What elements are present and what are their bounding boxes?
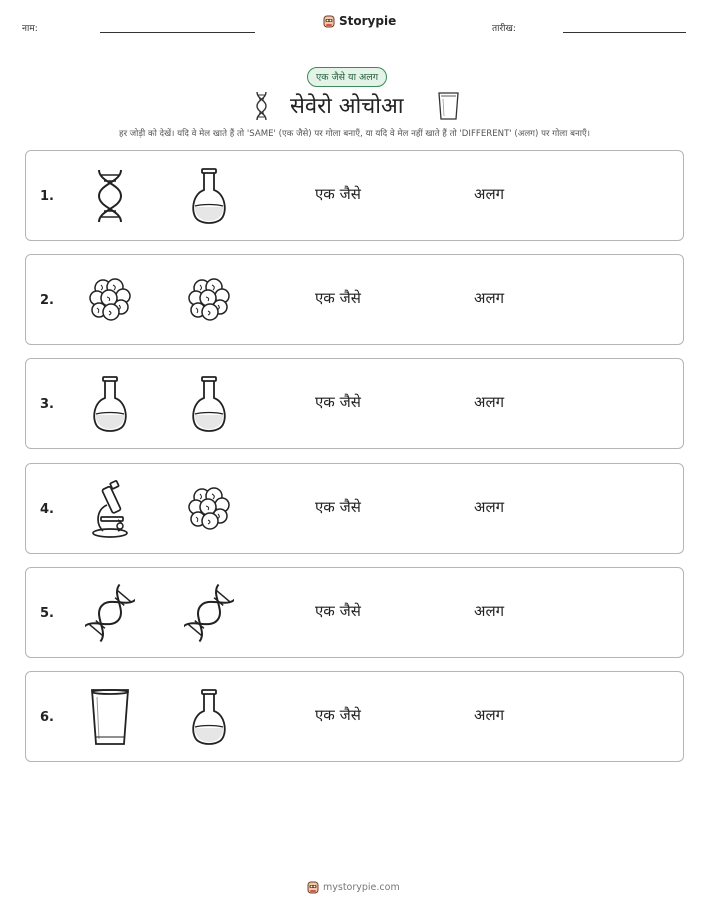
instructions: हर जोड़ी को देखें। यदि वे मेल खाते हैं तो 'SAME' (एक जैसे) पर गोला बनाएँ, या यदि वे मेल नहीं खाते हैं तो 'DIFFERENT' (अलग) पर गोला बनाएँ। (119, 129, 590, 139)
name-line[interactable] (100, 32, 255, 33)
different-option[interactable]: अलग (474, 393, 505, 411)
same-option[interactable]: एक जैसे (315, 706, 361, 724)
glass-icon (437, 91, 460, 121)
flask-icon (184, 374, 234, 434)
footer-url[interactable]: mystorypie.com (323, 882, 400, 893)
question-card (25, 463, 684, 554)
flask-icon (184, 687, 234, 747)
question-number: 4. (40, 502, 54, 517)
microscope-icon (85, 479, 135, 539)
brand-name: Storypie (339, 14, 397, 28)
question-number: 3. (40, 397, 54, 412)
same-option[interactable]: एक जैसे (315, 289, 361, 307)
flask-icon (184, 166, 234, 226)
same-option[interactable]: एक जैसे (315, 602, 361, 620)
question-card (25, 150, 684, 241)
different-option[interactable]: अलग (474, 498, 505, 516)
glass-icon (85, 687, 135, 747)
worksheet-type-badge: एक जैसे या अलग (307, 67, 387, 87)
dna-diagonal-icon (85, 583, 135, 643)
dna-icon (85, 166, 135, 226)
question-card (25, 254, 684, 345)
dna-icon (254, 91, 269, 121)
same-option[interactable]: एक जैसे (315, 498, 361, 516)
different-option[interactable]: अलग (474, 185, 505, 203)
same-option[interactable]: एक जैसे (315, 185, 361, 203)
mascot-icon (307, 881, 319, 894)
dna-diagonal-icon (184, 583, 234, 643)
date-line[interactable] (563, 32, 686, 33)
question-card (25, 671, 684, 762)
brain-icon (85, 270, 135, 330)
mascot-icon (323, 15, 335, 28)
date-label: तारीख: (492, 24, 516, 34)
question-number: 5. (40, 606, 54, 621)
question-number: 6. (40, 710, 54, 725)
brain-icon (184, 479, 234, 539)
name-label: नाम: (22, 24, 38, 34)
question-card (25, 358, 684, 449)
different-option[interactable]: अलग (474, 602, 505, 620)
footer (307, 881, 400, 894)
same-option[interactable]: एक जैसे (315, 393, 361, 411)
question-card (25, 567, 684, 658)
question-number: 1. (40, 189, 54, 204)
brand-logo (323, 14, 396, 28)
different-option[interactable]: अलग (474, 706, 505, 724)
page-title: सेवेरो ओचोआ (290, 94, 404, 119)
brain-icon (184, 270, 234, 330)
question-number: 2. (40, 293, 54, 308)
different-option[interactable]: अलग (474, 289, 505, 307)
flask-icon (85, 374, 135, 434)
